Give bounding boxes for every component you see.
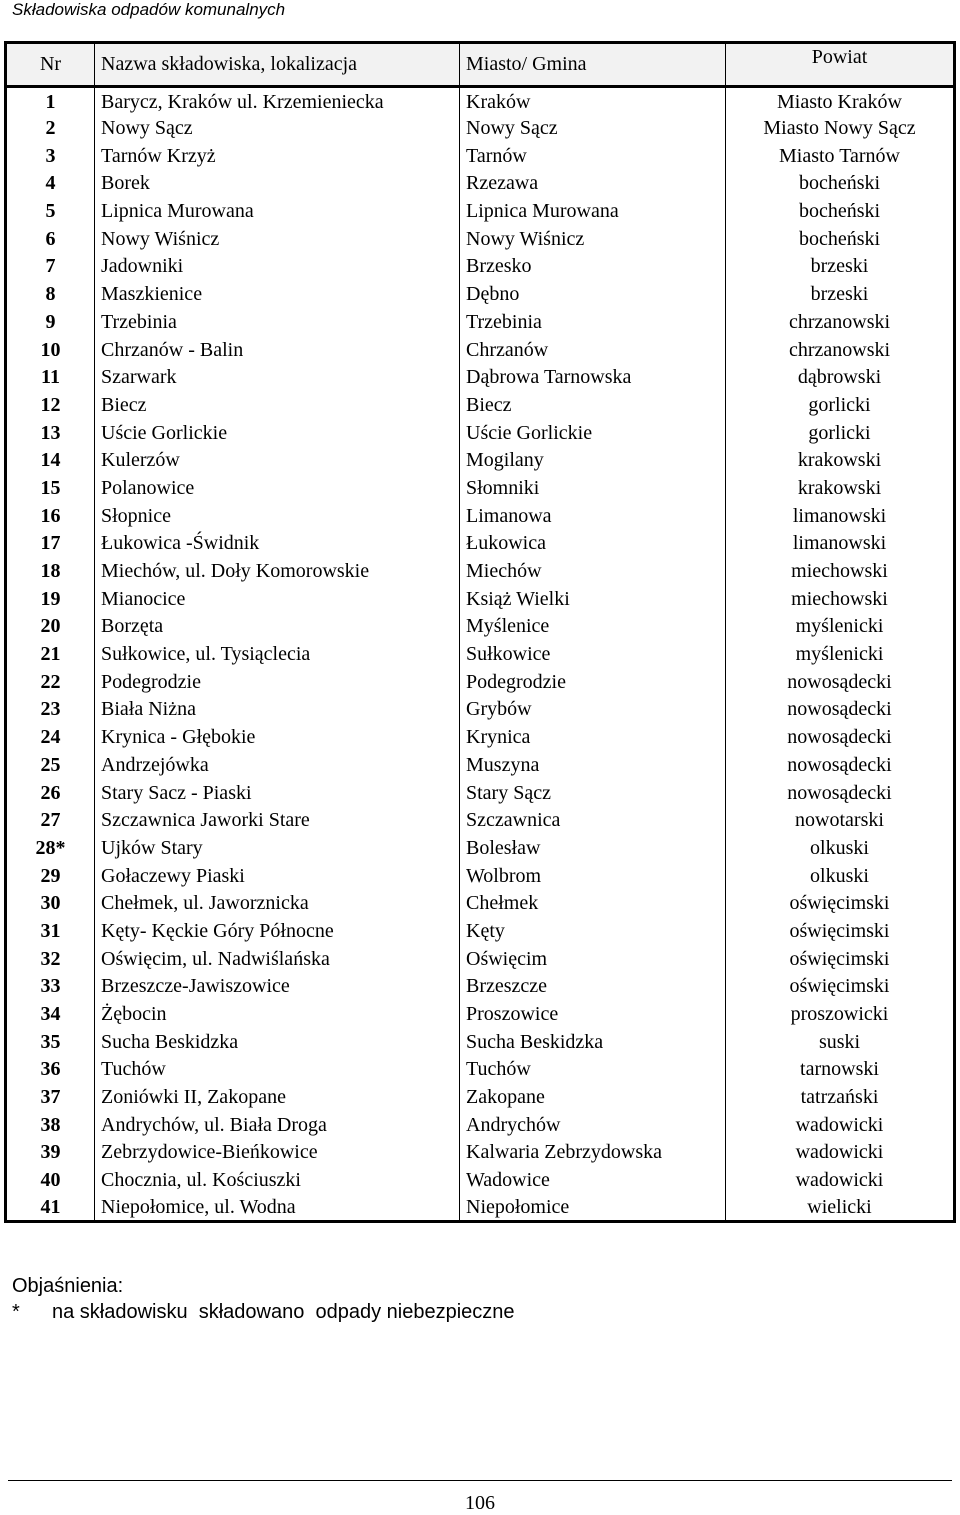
row-powiat-cell: Miasto Nowy Sącz [726, 114, 955, 142]
row-name-cell: Tuchów [95, 1056, 460, 1084]
row-powiat-cell: myślenicki [726, 613, 955, 641]
table-row [6, 640, 955, 668]
table-row [6, 917, 955, 945]
row-nr-cell: 32 [6, 945, 95, 973]
row-nr-cell: 34 [6, 1000, 95, 1028]
row-name-cell: Szarwark [95, 363, 460, 391]
row-name-cell: Chrzanów - Balin [95, 336, 460, 364]
table-row [6, 806, 955, 834]
table-row [6, 1194, 955, 1222]
column-header-powiat: Powiat [726, 43, 955, 87]
row-powiat-cell: myślenicki [726, 640, 955, 668]
row-nr-cell: 11 [6, 363, 95, 391]
row-powiat-cell: brzeski [726, 280, 955, 308]
note-item [12, 1301, 515, 1324]
table-row [6, 363, 955, 391]
page-number: 106 [465, 1492, 495, 1514]
table-row [6, 308, 955, 336]
header-row [6, 43, 955, 87]
row-powiat-cell: wadowicki [726, 1139, 955, 1167]
row-name-cell: Krynica - Głębokie [95, 723, 460, 751]
note-text: na składowisku składowano odpady niebezpieczne [52, 1301, 515, 1323]
row-nr-cell: 12 [6, 391, 95, 419]
notes-heading: Objaśnienia: [12, 1275, 124, 1297]
row-name-cell: Chełmek, ul. Jaworznicka [95, 889, 460, 917]
table-row [6, 1083, 955, 1111]
row-powiat-cell: chrzanowski [726, 308, 955, 336]
row-nr-cell: 18 [6, 557, 95, 585]
row-powiat-cell: suski [726, 1028, 955, 1056]
row-city-cell: Lipnica Murowana [460, 197, 726, 225]
row-powiat-cell: nowosądecki [726, 696, 955, 724]
row-city-cell: Dębno [460, 280, 726, 308]
row-city-cell: Szczawnica [460, 806, 726, 834]
table-row [6, 723, 955, 751]
row-powiat-cell: olkuski [726, 834, 955, 862]
row-city-cell: Biecz [460, 391, 726, 419]
row-powiat-cell: gorlicki [726, 419, 955, 447]
column-header-name: Nazwa składowiska, lokalizacja [95, 43, 460, 87]
landfills-table [4, 41, 956, 1223]
row-name-cell: Borzęta [95, 613, 460, 641]
row-powiat-cell: gorlicki [726, 391, 955, 419]
row-name-cell: Podegrodzie [95, 668, 460, 696]
table-row [6, 889, 955, 917]
row-name-cell: Sucha Beskidzka [95, 1028, 460, 1056]
row-nr-cell: 5 [6, 197, 95, 225]
note-mark: * [12, 1301, 20, 1323]
row-city-cell: Dąbrowa Tarnowska [460, 363, 726, 391]
table-row [6, 668, 955, 696]
row-nr-cell: 15 [6, 474, 95, 502]
row-city-cell: Trzebinia [460, 308, 726, 336]
table-body [6, 87, 955, 1222]
row-nr-cell: 26 [6, 779, 95, 807]
row-city-cell: Sułkowice [460, 640, 726, 668]
row-powiat-cell: miechowski [726, 557, 955, 585]
table-row [6, 502, 955, 530]
row-nr-cell: 7 [6, 253, 95, 281]
row-name-cell: Trzebinia [95, 308, 460, 336]
row-city-cell: Limanowa [460, 502, 726, 530]
row-city-cell: Miechów [460, 557, 726, 585]
row-city-cell: Brzesko [460, 253, 726, 281]
row-nr-cell: 31 [6, 917, 95, 945]
row-powiat-cell: tarnowski [726, 1056, 955, 1084]
row-powiat-cell: wadowicki [726, 1166, 955, 1194]
row-powiat-cell: oświęcimski [726, 973, 955, 1001]
row-powiat-cell: dąbrowski [726, 363, 955, 391]
row-powiat-cell: tatrzański [726, 1083, 955, 1111]
row-powiat-cell: proszowicki [726, 1000, 955, 1028]
table-row [6, 114, 955, 142]
row-powiat-cell: Miasto Kraków [726, 87, 955, 115]
row-name-cell: Szczawnica Jaworki Stare [95, 806, 460, 834]
row-city-cell: Chrzanów [460, 336, 726, 364]
row-name-cell: Lipnica Murowana [95, 197, 460, 225]
row-name-cell: Polanowice [95, 474, 460, 502]
row-powiat-cell: bocheński [726, 170, 955, 198]
table-row [6, 1056, 955, 1084]
row-powiat-cell: chrzanowski [726, 336, 955, 364]
row-city-cell: Proszowice [460, 1000, 726, 1028]
row-powiat-cell: limanowski [726, 502, 955, 530]
row-city-cell: Bolesław [460, 834, 726, 862]
row-powiat-cell: bocheński [726, 197, 955, 225]
row-city-cell: Andrychów [460, 1111, 726, 1139]
row-powiat-cell: miechowski [726, 585, 955, 613]
row-nr-cell: 10 [6, 336, 95, 364]
row-city-cell: Brzeszcze [460, 973, 726, 1001]
row-city-cell: Wolbrom [460, 862, 726, 890]
row-powiat-cell: nowosądecki [726, 751, 955, 779]
table-row [6, 862, 955, 890]
table-row [6, 557, 955, 585]
row-nr-cell: 20 [6, 613, 95, 641]
row-nr-cell: 29 [6, 862, 95, 890]
table-row [6, 834, 955, 862]
row-powiat-cell: nowosądecki [726, 723, 955, 751]
row-name-cell: Zebrzydowice-Bieńkowice [95, 1139, 460, 1167]
table-row [6, 391, 955, 419]
row-powiat-cell: olkuski [726, 862, 955, 890]
column-header-city: Miasto/ Gmina [460, 43, 726, 87]
row-city-cell: Mogilany [460, 446, 726, 474]
row-powiat-cell: nowosądecki [726, 779, 955, 807]
row-nr-cell: 33 [6, 973, 95, 1001]
row-city-cell: Kęty [460, 917, 726, 945]
row-nr-cell: 40 [6, 1166, 95, 1194]
row-nr-cell: 25 [6, 751, 95, 779]
row-name-cell: Chocznia, ul. Kościuszki [95, 1166, 460, 1194]
row-name-cell: Mianocice [95, 585, 460, 613]
table-row [6, 973, 955, 1001]
row-name-cell: Gołaczewy Piaski [95, 862, 460, 890]
row-name-cell: Oświęcim, ul. Nadwiślańska [95, 945, 460, 973]
table-row [6, 280, 955, 308]
row-nr-cell: 16 [6, 502, 95, 530]
row-name-cell: Łukowica -Świdnik [95, 530, 460, 558]
row-nr-cell: 9 [6, 308, 95, 336]
row-nr-cell: 4 [6, 170, 95, 198]
row-city-cell: Zakopane [460, 1083, 726, 1111]
row-nr-cell: 3 [6, 142, 95, 170]
row-name-cell: Słopnice [95, 502, 460, 530]
row-name-cell: Kulerzów [95, 446, 460, 474]
table-row [6, 696, 955, 724]
table-row [6, 613, 955, 641]
table-row [6, 197, 955, 225]
table-row [6, 1111, 955, 1139]
table-row [6, 1000, 955, 1028]
row-name-cell: Andrychów, ul. Biała Droga [95, 1111, 460, 1139]
column-header-nr: Nr [6, 43, 95, 87]
row-name-cell: Nowy Wiśnicz [95, 225, 460, 253]
row-city-cell: Muszyna [460, 751, 726, 779]
table-row [6, 253, 955, 281]
row-nr-cell: 27 [6, 806, 95, 834]
row-name-cell: Miechów, ul. Doły Komorowskie [95, 557, 460, 585]
row-powiat-cell: Miasto Tarnów [726, 142, 955, 170]
row-city-cell: Sucha Beskidzka [460, 1028, 726, 1056]
row-powiat-cell: oświęcimski [726, 945, 955, 973]
table-row [6, 1166, 955, 1194]
row-nr-cell: 23 [6, 696, 95, 724]
row-city-cell: Kalwaria Zebrzydowska [460, 1139, 726, 1167]
row-nr-cell: 30 [6, 889, 95, 917]
table-row [6, 1139, 955, 1167]
row-name-cell: Biała Niżna [95, 696, 460, 724]
row-city-cell: Uście Gorlickie [460, 419, 726, 447]
row-city-cell: Grybów [460, 696, 726, 724]
table-row [6, 87, 955, 115]
table-header [6, 43, 955, 87]
row-nr-cell: 22 [6, 668, 95, 696]
row-name-cell: Nowy Sącz [95, 114, 460, 142]
row-city-cell: Łukowica [460, 530, 726, 558]
row-powiat-cell: brzeski [726, 253, 955, 281]
row-nr-cell: 19 [6, 585, 95, 613]
row-powiat-cell: bocheński [726, 225, 955, 253]
row-name-cell: Jadowniki [95, 253, 460, 281]
row-powiat-cell: oświęcimski [726, 889, 955, 917]
row-city-cell: Nowy Sącz [460, 114, 726, 142]
table-row [6, 751, 955, 779]
row-city-cell: Kraków [460, 87, 726, 115]
row-name-cell: Uście Gorlickie [95, 419, 460, 447]
table-row [6, 170, 955, 198]
table-row [6, 336, 955, 364]
row-powiat-cell: wadowicki [726, 1111, 955, 1139]
row-city-cell: Tarnów [460, 142, 726, 170]
table-row [6, 945, 955, 973]
row-city-cell: Oświęcim [460, 945, 726, 973]
row-city-cell: Nowy Wiśnicz [460, 225, 726, 253]
row-city-cell: Stary Sącz [460, 779, 726, 807]
row-name-cell: Biecz [95, 391, 460, 419]
row-city-cell: Chełmek [460, 889, 726, 917]
row-city-cell: Tuchów [460, 1056, 726, 1084]
table-row [6, 1028, 955, 1056]
row-powiat-cell: nowotarski [726, 806, 955, 834]
row-powiat-cell: nowosądecki [726, 668, 955, 696]
row-name-cell: Brzeszcze-Jawiszowice [95, 973, 460, 1001]
row-nr-cell: 2 [6, 114, 95, 142]
row-city-cell: Niepołomice [460, 1194, 726, 1222]
row-city-cell: Myślenice [460, 613, 726, 641]
row-powiat-cell: krakowski [726, 474, 955, 502]
row-nr-cell: 41 [6, 1194, 95, 1222]
row-city-cell: Wadowice [460, 1166, 726, 1194]
table-row [6, 474, 955, 502]
row-city-cell: Podegrodzie [460, 668, 726, 696]
row-nr-cell: 21 [6, 640, 95, 668]
table-row [6, 419, 955, 447]
row-name-cell: Kęty- Kęckie Góry Północne [95, 917, 460, 945]
row-powiat-cell: krakowski [726, 446, 955, 474]
row-nr-cell: 8 [6, 280, 95, 308]
row-powiat-cell: limanowski [726, 530, 955, 558]
row-nr-cell: 14 [6, 446, 95, 474]
row-name-cell: Niepołomice, ul. Wodna [95, 1194, 460, 1222]
table-row [6, 142, 955, 170]
table-row [6, 530, 955, 558]
row-nr-cell: 37 [6, 1083, 95, 1111]
row-name-cell: Andrzejówka [95, 751, 460, 779]
row-name-cell: Żębocin [95, 1000, 460, 1028]
row-nr-cell: 38 [6, 1111, 95, 1139]
row-name-cell: Stary Sacz - Piaski [95, 779, 460, 807]
row-name-cell: Maszkienice [95, 280, 460, 308]
row-nr-cell: 6 [6, 225, 95, 253]
row-powiat-cell: oświęcimski [726, 917, 955, 945]
row-city-cell: Książ Wielki [460, 585, 726, 613]
row-nr-cell: 35 [6, 1028, 95, 1056]
row-nr-cell: 28* [6, 834, 95, 862]
row-nr-cell: 24 [6, 723, 95, 751]
table-row [6, 446, 955, 474]
table-row [6, 585, 955, 613]
row-city-cell: Rzezawa [460, 170, 726, 198]
page-header: Składowiska odpadów komunalnych [12, 0, 286, 19]
row-name-cell: Sułkowice, ul. Tysiąclecia [95, 640, 460, 668]
row-nr-cell: 1 [6, 87, 95, 115]
row-nr-cell: 13 [6, 419, 95, 447]
row-name-cell: Barycz, Kraków ul. Krzemieniecka [95, 87, 460, 115]
table-row [6, 779, 955, 807]
row-nr-cell: 39 [6, 1139, 95, 1167]
row-name-cell: Tarnów Krzyż [95, 142, 460, 170]
row-city-cell: Słomniki [460, 474, 726, 502]
row-nr-cell: 17 [6, 530, 95, 558]
row-name-cell: Borek [95, 170, 460, 198]
row-name-cell: Ujków Stary [95, 834, 460, 862]
row-name-cell: Zoniówki II, Zakopane [95, 1083, 460, 1111]
row-powiat-cell: wielicki [726, 1194, 955, 1222]
footer-divider [8, 1480, 952, 1481]
table-row [6, 225, 955, 253]
landfills-table-container [4, 41, 956, 1223]
row-city-cell: Krynica [460, 723, 726, 751]
row-nr-cell: 36 [6, 1056, 95, 1084]
